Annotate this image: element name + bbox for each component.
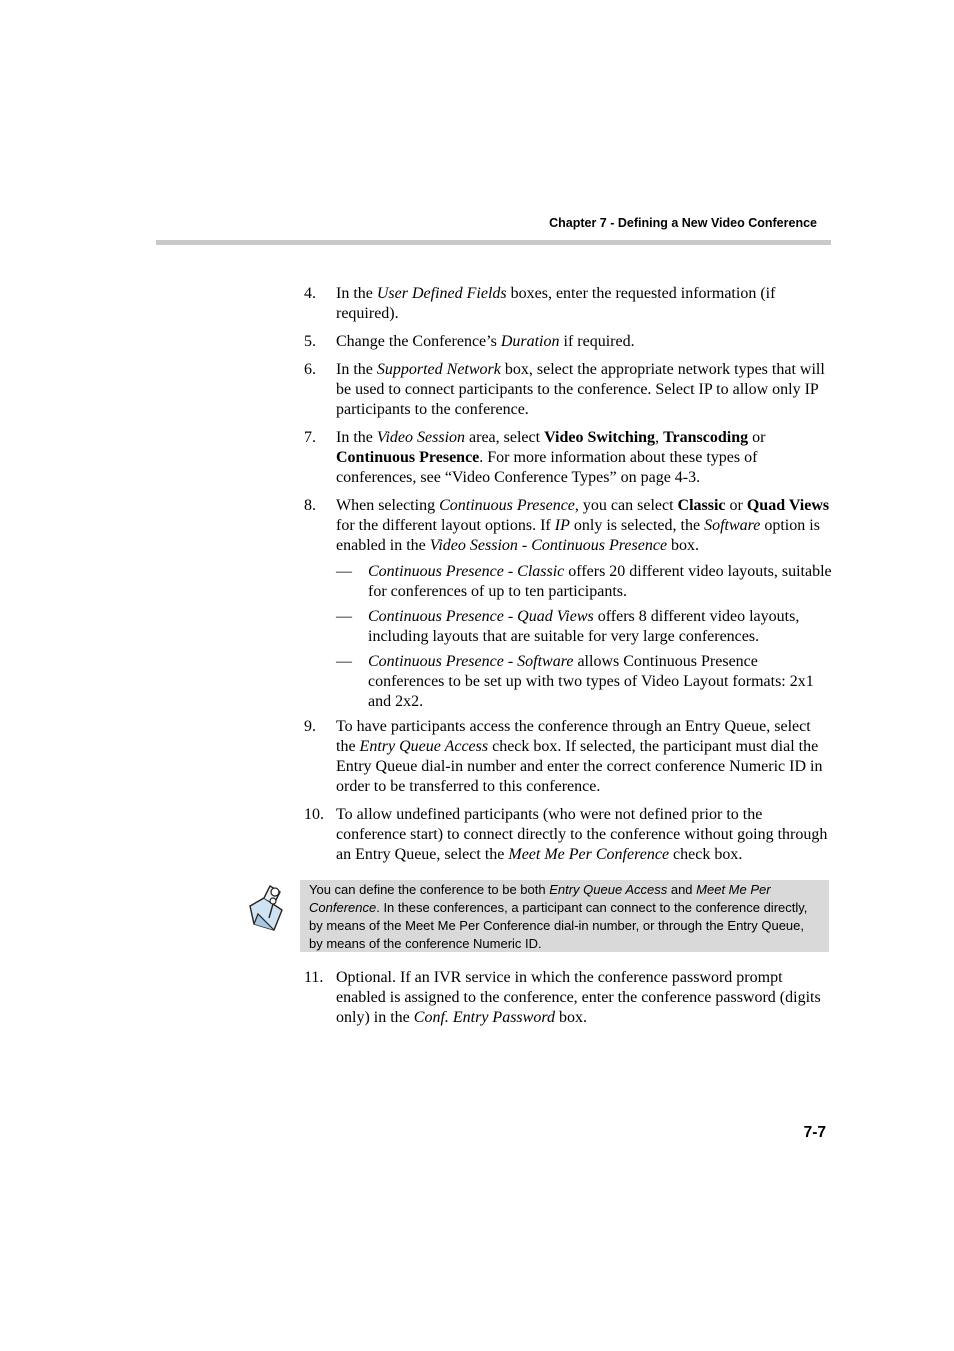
- italic-text: Duration: [500, 333, 560, 350]
- step-text: [336, 806, 827, 863]
- text-run: You can define the conference to be both: [309, 882, 550, 897]
- text-run: or: [748, 429, 766, 446]
- text-run: and: [667, 882, 697, 897]
- step-text: [336, 718, 822, 795]
- page-number: 7-7: [803, 1124, 826, 1141]
- italic-text: Entry Queue Access: [549, 882, 668, 897]
- text-run: check box.: [669, 846, 743, 863]
- text-run: check box. If selected, the participant must dial the Entry Queue dial-in number and enter the correct conference Numeric ID in order to be transferred to this conference.: [336, 738, 823, 795]
- bold-text: Video Switching: [544, 429, 656, 446]
- sub-text: [368, 653, 814, 710]
- italic-text: Continuous Presence - Software: [368, 653, 574, 670]
- text-run: area, select: [465, 429, 545, 446]
- step-number: 11.: [304, 969, 324, 986]
- text-run: or: [725, 497, 747, 514]
- step-number: 6.: [304, 361, 316, 378]
- text-run: In the: [336, 361, 377, 378]
- step-text: [336, 497, 829, 554]
- sub-text: [368, 563, 832, 600]
- italic-text: Meet Me Per Conference: [508, 846, 670, 863]
- text-run: only is selected, the: [569, 517, 705, 534]
- italic-text: Video Session - Continuous Presence: [429, 537, 668, 554]
- text-run: Change the Conference’s: [336, 333, 501, 350]
- bold-text: Classic: [677, 497, 726, 514]
- italic-text: Meet Me Per Conference: [309, 882, 771, 915]
- text-run: To have participants access the conference through an Entry Queue, select the: [336, 718, 811, 755]
- step-list: [304, 284, 834, 873]
- sub-item: [336, 607, 834, 647]
- text-run: box.: [667, 537, 700, 554]
- italic-text: Continuous Presence - Quad Views: [368, 608, 594, 625]
- text-run: box, select the appropriate network types that will be used to connect participants to the conference. Select IP to allow only IP participants to the conference.: [336, 361, 825, 418]
- note-box: [300, 880, 829, 952]
- text-run: for the different layout options. If: [336, 517, 555, 534]
- text-run: Optional. If an IVR service in which the conference password prompt enabled is assigned to the conference, enter the conference password (digits only) in the: [336, 969, 821, 1026]
- bold-text: Transcoding: [663, 429, 749, 446]
- text-run: In the: [336, 429, 377, 446]
- italic-text: Entry Queue Access: [359, 738, 489, 755]
- step-item: [304, 360, 834, 420]
- text-run: option is enabled in the: [336, 517, 820, 554]
- step-text: [336, 333, 635, 350]
- step-item: [304, 428, 834, 488]
- step-11: [304, 968, 834, 1036]
- bold-text: Quad Views: [746, 497, 830, 514]
- step-item: [304, 284, 834, 324]
- text-run: if required.: [559, 333, 635, 350]
- dash-bullet: —: [336, 563, 352, 580]
- sub-text: [368, 608, 799, 645]
- text-run: offers 8 different video layouts, including layouts that are suitable for very large conferences.: [368, 608, 800, 645]
- step-text: [336, 361, 825, 418]
- step-number: 5.: [304, 333, 316, 350]
- step-item: [304, 332, 834, 352]
- running-header: Chapter 7 - Defining a New Video Conference: [549, 216, 817, 230]
- step-text: [336, 285, 775, 322]
- text-run: , you can select: [574, 497, 678, 514]
- bold-text: Continuous Presence: [336, 449, 480, 466]
- step-item: [304, 805, 834, 865]
- italic-text: User Defined Fields: [376, 285, 507, 302]
- step-number: 4.: [304, 285, 316, 302]
- italic-text: Supported Network: [376, 361, 501, 378]
- text-run: In the: [336, 285, 377, 302]
- text-run: . For more information about these types of conferences, see “Video Conference Types” on page 4-3.: [336, 449, 758, 486]
- sub-item: [336, 652, 834, 712]
- text-run: . In these conferences, a participant can connect to the conference directly, by means of the Meet Me Per Conference dial-in number, or through the Entry Queue, by means of the conference Numeric ID.: [309, 900, 808, 951]
- italic-text: Software: [704, 517, 761, 534]
- note-pin-icon: [244, 884, 290, 934]
- text-run: ,: [655, 429, 664, 446]
- italic-text: Continuous Presence: [439, 497, 575, 514]
- dash-bullet: —: [336, 608, 352, 625]
- italic-text: Video Session: [376, 429, 466, 446]
- step-number: 7.: [304, 429, 316, 446]
- step-item: [304, 717, 834, 797]
- italic-text: IP: [554, 517, 570, 534]
- step-item: [304, 968, 834, 1028]
- text-run: box.: [554, 1009, 587, 1026]
- text-run: To allow undefined participants (who were not defined prior to the conference start) to connect directly to the conference without going through an Entry Queue, select the: [336, 806, 828, 863]
- text-run: allows Continuous Presence conferences to be set up with two types of Video Layout formats: 2x1 and 2x2.: [368, 653, 814, 710]
- step-number: 9.: [304, 718, 316, 735]
- sub-list: [304, 562, 834, 712]
- step-number: 8.: [304, 497, 316, 514]
- text-run: When selecting: [336, 497, 440, 514]
- dash-bullet: —: [336, 653, 352, 670]
- step-text: [336, 969, 821, 1026]
- header-rule: [156, 240, 831, 245]
- step-text: [336, 429, 765, 486]
- step-item: [304, 496, 834, 556]
- italic-text: Continuous Presence - Classic: [368, 563, 565, 580]
- step-number: 10.: [304, 806, 324, 823]
- text-run: boxes, enter the requested information (if required).: [336, 285, 776, 322]
- italic-text: Conf. Entry Password: [413, 1009, 555, 1026]
- text-run: offers 20 different video layouts, suitable for conferences of up to ten participants.: [368, 563, 832, 600]
- sub-item: [336, 562, 834, 602]
